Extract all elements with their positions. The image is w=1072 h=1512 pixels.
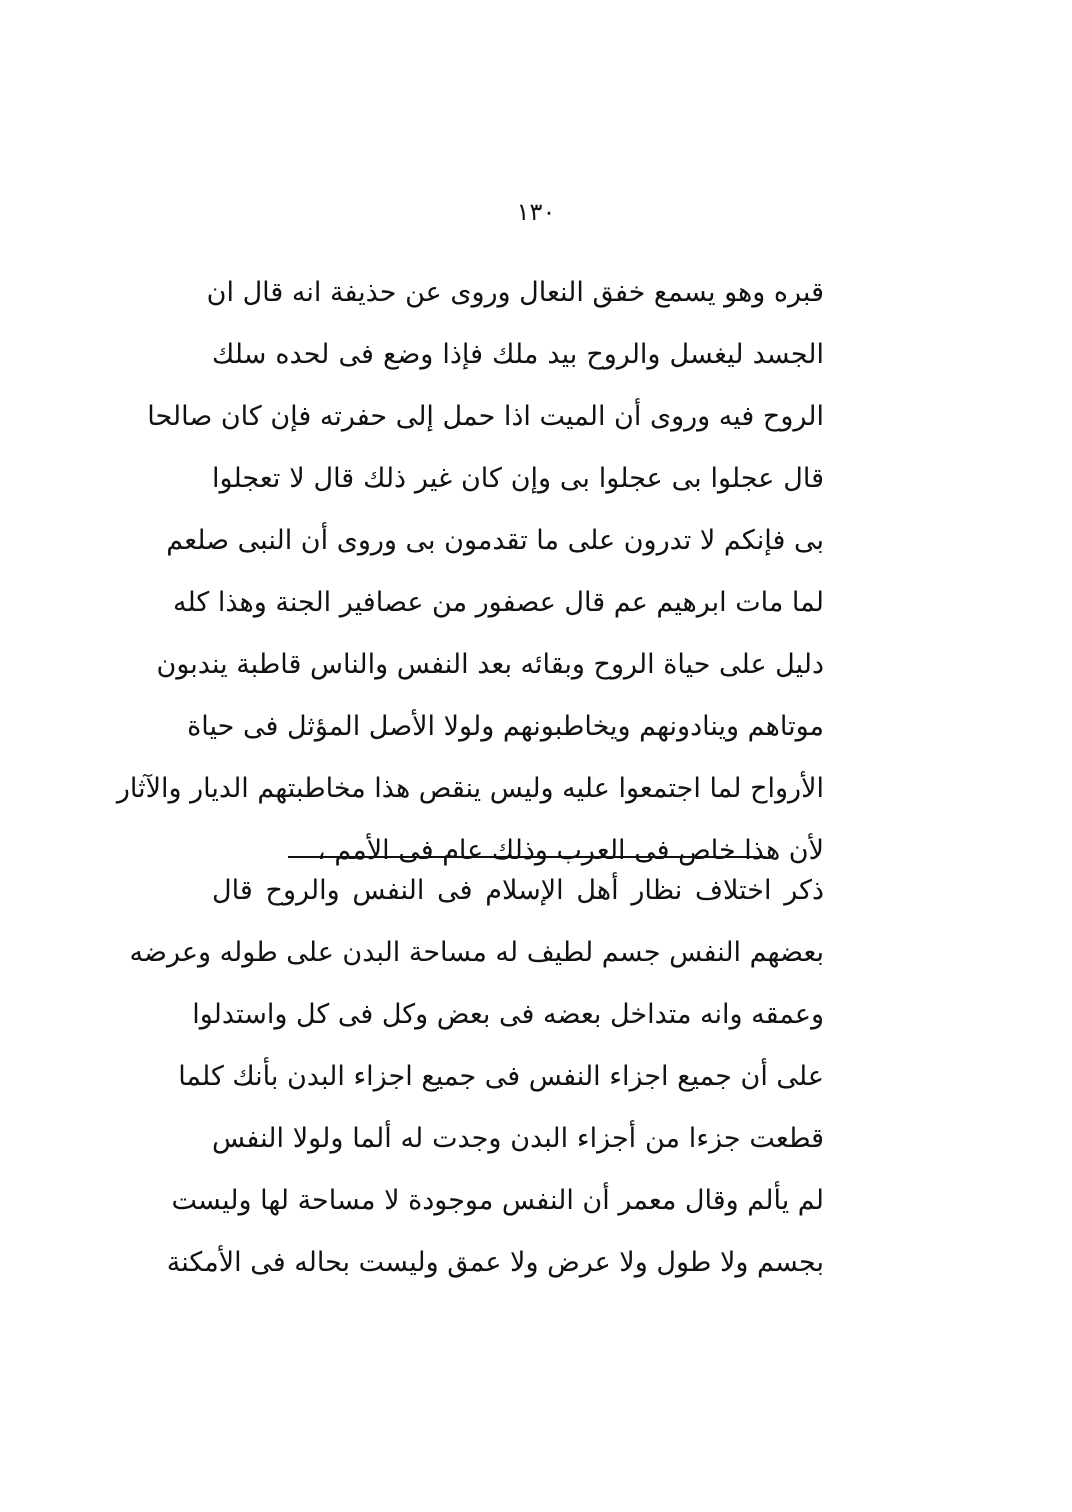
text-line: لم يألم وقال معمر أن النفس موجودة لا مساحة لها وليست xyxy=(171,1185,824,1216)
text-line: بعضهم النفس جسم لطيف له مساحة البدن على طوله وعرضه xyxy=(129,937,824,968)
text-line: دليل على حياة الروح وبقائه بعد النفس والناس قاطبة يندبون xyxy=(156,649,824,680)
text-line: لأن هذا خاص فى العرب وذلك عام فى الأمم ، xyxy=(317,835,824,866)
text-line: الجسد ليغسل والروح بيد ملك فإذا وضع فى لحده سلك xyxy=(212,339,824,370)
text-line: قال عجلوا بى عجلوا بى وإن كان غير ذلك قال لا تعجلوا xyxy=(212,463,824,494)
text-line: موتاهم وينادونهم ويخاطبونهم ولولا الأصل المؤثل فى حياة xyxy=(187,711,824,742)
paragraph-main xyxy=(116,268,824,888)
section-divider xyxy=(288,856,766,858)
text-line: لما مات ابرهيم عم قال عصفور من عصافير الجنة وهذا كله xyxy=(173,587,824,618)
text-line: وعمقه وانه متداخل بعضه فى بعض وكل فى كل واستدلوا xyxy=(192,999,824,1030)
text-line: ذكر اختلاف نظار أهل الإسلام فى النفس والروح قال xyxy=(212,875,824,906)
text-line: بجسم ولا طول ولا عرض ولا عمق وليست بحاله فى الأمكنة xyxy=(166,1247,824,1278)
text-line: الروح فيه وروى أن الميت اذا حمل إلى حفرته فإن كان صالحا xyxy=(147,401,824,432)
text-line: على أن جميع اجزاء النفس فى جميع اجزاء البدن بأنك كلما xyxy=(178,1061,824,1092)
text-line: الأرواح لما اجتمعوا عليه وليس ينقص هذا مخاطبتهم الديار والآثار xyxy=(116,773,824,804)
paragraph-section-heading xyxy=(129,866,824,1300)
text-line: قطعت جزءا من أجزاء البدن وجدت له ألما ولولا النفس xyxy=(212,1123,824,1154)
text-line: قبره وهو يسمع خفق النعال وروى عن حذيفة انه قال ان xyxy=(206,277,824,308)
page-number: ١٣٠ xyxy=(516,198,556,226)
text-line: بى فإنكم لا تدرون على ما تقدمون بى وروى أن النبى صلعم xyxy=(166,525,824,556)
